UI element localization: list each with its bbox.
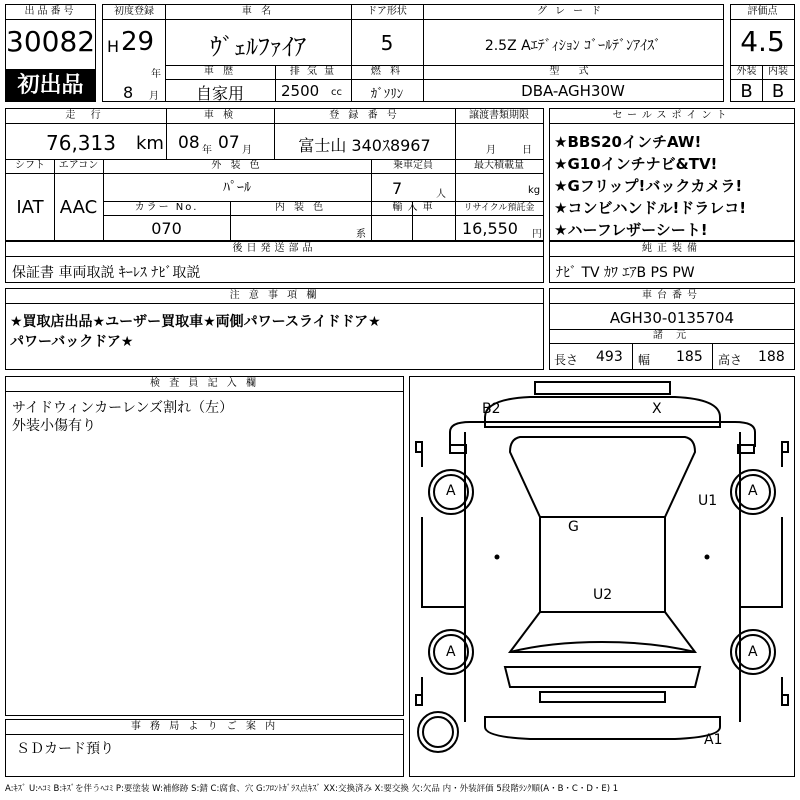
mark-a-rear-right: A [748, 644, 758, 660]
mark-u1: U1 [698, 493, 718, 509]
chassis-value: AGH30-0135704 [609, 309, 735, 327]
inspector-line-2: 外装小傷有り [12, 418, 96, 434]
inspector-box [5, 376, 404, 716]
first-listing-badge: 初出品 [6, 69, 95, 102]
first-reg-month-unit: 月 [149, 91, 159, 102]
first-reg-year: 29 [121, 27, 155, 57]
width-value: 185 [676, 349, 703, 365]
inspection-month-unit: 月 [242, 145, 252, 156]
history-label: 車 歴 [165, 65, 275, 80]
office-value: ＳＤカード預り [16, 741, 114, 757]
mark-u2: U2 [593, 587, 613, 603]
capacity-unit: 人 [436, 189, 446, 200]
notes-label: 注 意 事 項 欄 [6, 289, 543, 304]
ac-value: AAC [59, 197, 98, 218]
chassis-box [549, 288, 795, 370]
sales-point-2: ★G10インチナビ&TV! [554, 155, 718, 173]
grade-value: 2.5Z Aｴﾃﾞｨｼｮﾝ ｺﾞｰﾙﾃﾞﾝｱｲｽﾞ [484, 38, 662, 54]
int-score-label: 内装 [762, 65, 794, 80]
transfer-day-unit: 日 [522, 145, 532, 156]
transfer-label: 譲渡書類期限 [455, 109, 543, 124]
lot-label: 出品番号 [6, 5, 95, 20]
later-parts-box [5, 241, 544, 283]
lot-number: 30082 [6, 25, 96, 58]
recycle-value: 16,550 [462, 219, 518, 238]
ext-color-value: ﾊﾟｰﾙ [223, 180, 251, 196]
doors-value: 5 [380, 31, 394, 55]
detail-box [5, 108, 544, 241]
ac-label: エアコン [54, 159, 103, 174]
length-value: 493 [596, 349, 623, 365]
history-value: 自家用 [195, 84, 244, 103]
mark-a-front-right: A [748, 483, 758, 499]
inspection-label: 車 検 [166, 109, 274, 124]
later-parts-label: 後日発送部品 [6, 242, 543, 257]
mark-g: G [568, 519, 579, 535]
displacement-label: 排 気 量 [275, 65, 351, 80]
ext-score-value: B [740, 81, 753, 102]
inspection-year: 08 [178, 133, 200, 153]
height-label: 高さ [718, 353, 743, 367]
color-no-label: カラー No. [103, 201, 230, 216]
load-label: 最大積載量 [455, 159, 543, 174]
plate-value: 富士山 340ｽ8967 [298, 136, 431, 155]
first-reg-label: 初度登録 [103, 5, 165, 20]
genuine-value: ﾅﾋﾞ TV ｶﾜ ｴｱB PS PW [556, 265, 695, 281]
plate-label: 登 録 番 号 [274, 109, 455, 124]
displacement-unit: cc [331, 87, 342, 98]
int-color-unit: 系 [356, 229, 366, 240]
length-label: 長さ [554, 353, 579, 367]
inspector-line-1: サイドウィンカーレンズ割れ（左） [12, 400, 234, 416]
width-label: 幅 [638, 353, 651, 367]
notes-line-1: ★買取店出品★ユーザー買取車★両側パワースライドドア★ [10, 314, 381, 330]
dims-label: 諸 元 [550, 329, 794, 344]
mark-a1: A1 [704, 732, 723, 748]
car-diagram-box [409, 376, 795, 777]
mark-x: X [652, 401, 662, 417]
top-info-box [102, 4, 724, 102]
car-name-value: ｳﾞｪﾙﾌｧｲｱ [210, 33, 306, 61]
mark-a-rear-left: A [446, 644, 456, 660]
sales-point-4: ★コンビハンドル!ドラレコ! [554, 199, 747, 217]
sales-point-3: ★Gフリップ!バックカメラ! [554, 177, 743, 195]
ext-score-label: 外装 [731, 65, 762, 80]
mileage-unit: km [136, 133, 164, 154]
genuine-box [549, 241, 795, 283]
notes-line-2: パワーバックドア★ [10, 334, 134, 350]
mark-b2: B2 [482, 401, 501, 417]
int-color-label: 内 装 色 [230, 201, 371, 216]
inspector-label: 検 査 員 記 入 欄 [6, 377, 403, 392]
car-diagram [410, 377, 794, 776]
capacity-label: 乗車定員 [371, 159, 455, 174]
recycle-unit: 円 [532, 229, 542, 240]
capacity-value: 7 [392, 179, 403, 198]
legend-text: A:ｷｽﾞ U:ﾍｺﾐ B:ｷｽﾞを伴うﾍｺﾐ P:要塗装 W:補修跡 S:錆 C:腐食、穴 G:ﾌﾛﾝﾄｶﾞﾗｽ点ｷｽﾞ XX:交換済み X:要交換 欠:欠品 内・外装評価 5段階ﾗﾝｸ順(A・B・C・D・E) 1 [5, 784, 619, 794]
load-unit: kg [528, 185, 541, 196]
displacement-value: 2500 [281, 82, 320, 100]
lot-box [5, 4, 96, 102]
shift-label: シフト [6, 159, 54, 174]
model-label: 型 式 [423, 65, 723, 80]
fuel-label: 燃 料 [351, 65, 423, 80]
recycle-label: リサイクル預託金 [455, 201, 543, 216]
score-box [730, 4, 795, 102]
sales-points-box [549, 108, 795, 241]
car-name-label: 車 名 [165, 5, 351, 20]
int-score-value: B [771, 81, 785, 102]
score-value: 4.5 [740, 25, 785, 58]
mileage-value: 76,313 [46, 131, 116, 155]
office-box [5, 719, 404, 777]
fuel-value: ｶﾞｿﾘﾝ [370, 87, 404, 102]
color-no-value: 070 [151, 219, 182, 238]
sales-point-1: ★BBS20インチAW! [554, 133, 702, 151]
score-label: 評価点 [731, 5, 794, 20]
ext-color-label: 外 装 色 [103, 159, 371, 174]
model-value: DBA-AGH30W [521, 82, 625, 100]
doors-label: ドア形状 [351, 5, 423, 20]
genuine-label: 純正装備 [550, 242, 794, 257]
first-reg-month: 8 [123, 83, 134, 102]
inspection-year-unit: 年 [202, 145, 212, 156]
sales-points-label: セールスポイント [550, 109, 794, 124]
sales-point-5: ★ハーフレザーシート! [554, 221, 708, 239]
notes-box [5, 288, 544, 370]
first-reg-year-unit: 年 [151, 69, 161, 80]
first-reg-era: H [107, 37, 120, 56]
grade-label: グレード [423, 5, 723, 20]
mileage-label: 走 行 [6, 109, 166, 124]
height-value: 188 [758, 349, 785, 365]
transfer-month-unit: 月 [486, 145, 496, 156]
shift-value: IAT [16, 197, 44, 218]
import-label: 輸 入 車 [371, 201, 455, 216]
mark-a-front-left: A [446, 483, 456, 499]
office-label: 事 務 局 よ り ご 案 内 [6, 720, 403, 735]
later-parts-value: 保証書 車両取説 ｷｰﾚｽ ﾅﾋﾞ取説 [12, 265, 201, 281]
chassis-label: 車台番号 [550, 289, 794, 304]
inspection-month: 07 [218, 133, 240, 153]
